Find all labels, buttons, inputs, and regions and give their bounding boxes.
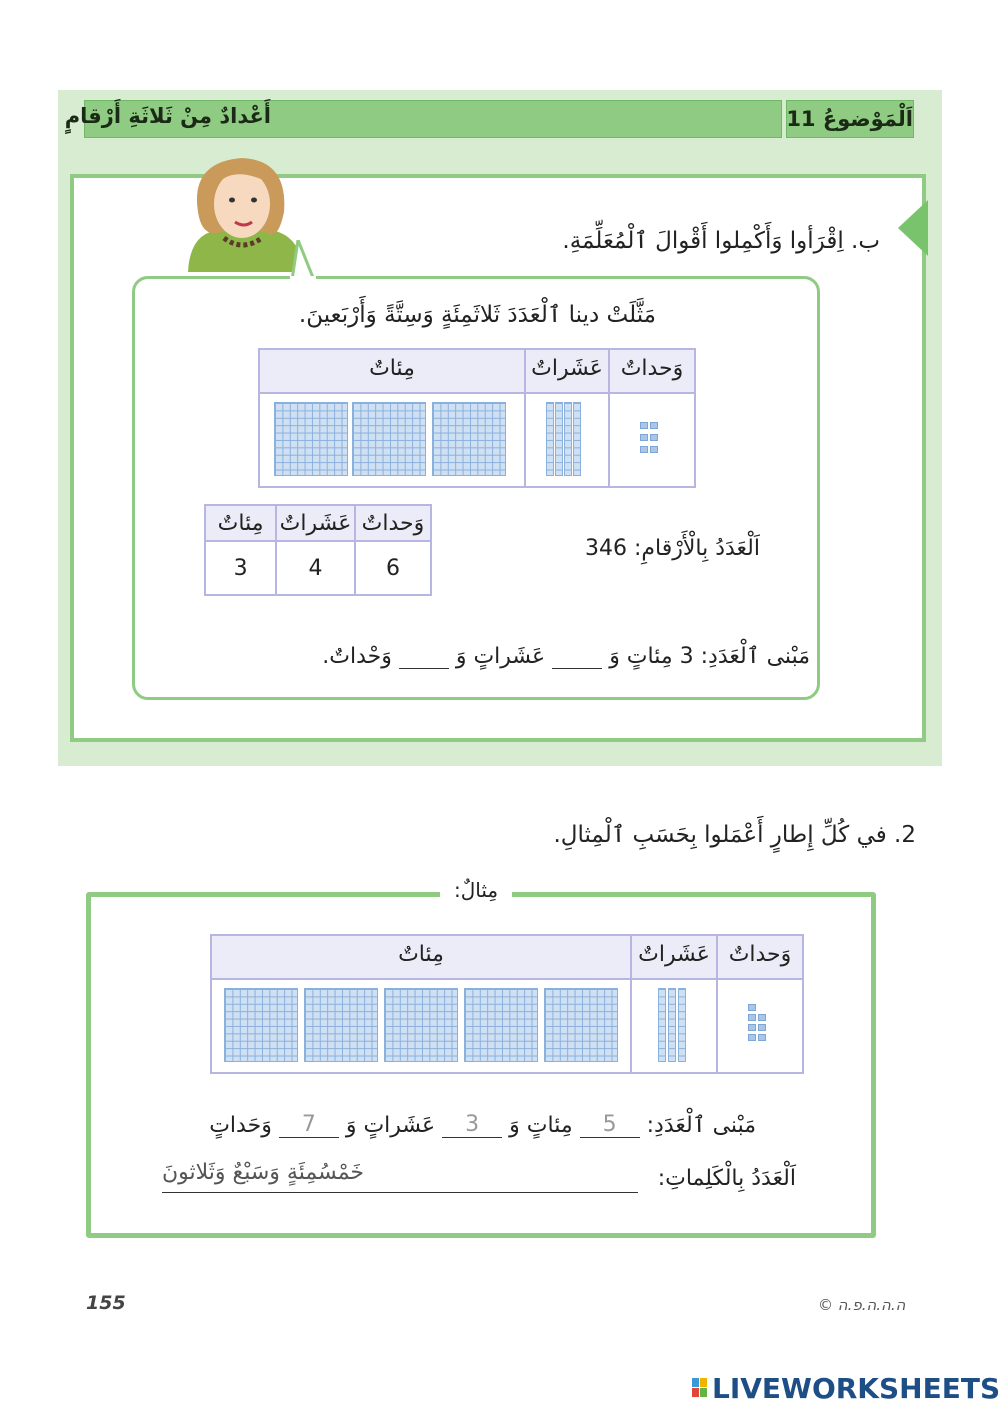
example-hundreds-value: 5: [580, 1112, 640, 1138]
number-in-digits: [585, 536, 760, 561]
ten-rod: [658, 988, 666, 1062]
structure-prefix: مَبْنى ٱلْعَدَدِ: 3 مِئاتٍ وَ: [609, 644, 810, 669]
unit-cube: [650, 422, 658, 429]
digit-units: 6: [355, 541, 431, 595]
example-units-value: 7: [279, 1112, 339, 1138]
ten-rod: [546, 402, 554, 476]
digits-table: [204, 504, 432, 596]
page-number: 155: [86, 1292, 126, 1314]
unit-cube: [758, 1014, 766, 1021]
header-tens: عَشَراتٌ: [531, 356, 603, 381]
hundred-block: [384, 988, 458, 1062]
example-tens-value: 3: [442, 1112, 502, 1138]
unit-cube: [650, 434, 658, 441]
hundred-block: [352, 402, 426, 476]
hundred-block: [224, 988, 298, 1062]
example-hundreds-word: مِئاتٍ وَ: [509, 1113, 573, 1138]
example-structure-label: مَبْنى ٱلْعَدَدِ:: [646, 1113, 756, 1138]
example-words-line: [162, 1192, 638, 1193]
unit-cube: [650, 446, 658, 453]
hundred-block: [432, 402, 506, 476]
example-words-value: خَمْسُمِئَةٍ وَسَبْعٌ وَثَلاثونَ: [162, 1160, 365, 1185]
unit-cube: [640, 446, 648, 453]
unit-cube: [748, 1024, 756, 1031]
example-header-units: وَحداتٌ: [728, 942, 792, 967]
tens-blank[interactable]: [552, 668, 602, 669]
topic-title-bar: [64, 100, 782, 138]
ten-rod: [678, 988, 686, 1062]
unit-cube: [640, 434, 648, 441]
exercise-2-instruction: 2. في كُلِّ إِطارٍ أَعْمَلوا بِحَسَبِ ٱلْمِثالِ.: [553, 822, 916, 848]
brand-name[interactable]: LIVEWORKSHEETS: [712, 1372, 1000, 1405]
example-label: مِثالٌ:: [440, 878, 512, 902]
hundred-block: [544, 988, 618, 1062]
ten-rod: [573, 402, 581, 476]
digit-hundreds: 3: [205, 541, 276, 595]
topic-label: اَلْمَوْضوعُ 11: [786, 107, 913, 131]
example-tens-word: عَشَراتٍ وَ: [345, 1113, 436, 1138]
digits-header-tens: عَشَراتٌ: [276, 505, 355, 541]
example-header-tens: عَشَراتٌ: [638, 942, 710, 967]
unit-cube: [748, 1014, 756, 1021]
ten-rod: [555, 402, 563, 476]
unit-cube: [748, 1004, 756, 1011]
structure-units: وَحْداتٌ.: [322, 644, 392, 669]
digit-tens: 4: [276, 541, 355, 595]
number-structure-b: [322, 644, 810, 669]
copyright: © ה.ה.ה.פ.ה: [818, 1296, 906, 1314]
unit-cube: [748, 1034, 756, 1041]
speech-bubble-tail: [290, 240, 316, 280]
example-units-word: وَحَداتٍ: [209, 1113, 272, 1138]
topic-label-bar: [786, 100, 914, 138]
units-blank[interactable]: [399, 668, 449, 669]
unit-cube: [758, 1034, 766, 1041]
example-place-value-table: [210, 934, 804, 1074]
unit-cube: [640, 422, 648, 429]
header-units: وَحداتٌ: [620, 356, 684, 381]
topic-title: أَعْدادٌ مِنْ ثَلاثَةِ أَرْقامٍ: [64, 104, 271, 128]
ten-rod: [668, 988, 676, 1062]
digits-header-units: وَحداتٌ: [355, 505, 431, 541]
unit-cube: [758, 1024, 766, 1031]
speech-bubble: [132, 276, 820, 700]
structure-tens: عَشَراتٍ وَ: [455, 644, 546, 669]
section-marker-icon: [898, 200, 928, 256]
place-value-table: [258, 348, 696, 488]
header-hundreds: مِئاتٌ: [369, 356, 415, 381]
ten-rod: [564, 402, 572, 476]
digits-header-hundreds: مِئاتٌ: [205, 505, 276, 541]
instruction-b: ب. اِقْرَأوا وَأَكْمِلوا أَقْوالَ ٱلْمُعَلِّمَةِ.: [562, 228, 880, 254]
number-in-digits-label: اَلْعَدَدُ بِالْأَرْقامِ:: [633, 536, 760, 561]
teacher-statement: مَثَّلَتْ دينا ٱلْعَدَدَ ثَلاثَمِئَةٍ وَسِتَّةً وَأَرْبَعينَ.: [298, 302, 656, 328]
number-structure-example: [209, 1112, 756, 1138]
hundred-block: [464, 988, 538, 1062]
hundred-block: [304, 988, 378, 1062]
number-in-digits-value: 346: [584, 536, 627, 561]
example-header-hundreds: مِئاتٌ: [398, 942, 444, 967]
example-words-label: اَلْعَدَدُ بِالْكَلِماتِ:: [657, 1166, 796, 1191]
liveworksheets-logo-icon: [692, 1378, 708, 1398]
hundred-block: [274, 402, 348, 476]
